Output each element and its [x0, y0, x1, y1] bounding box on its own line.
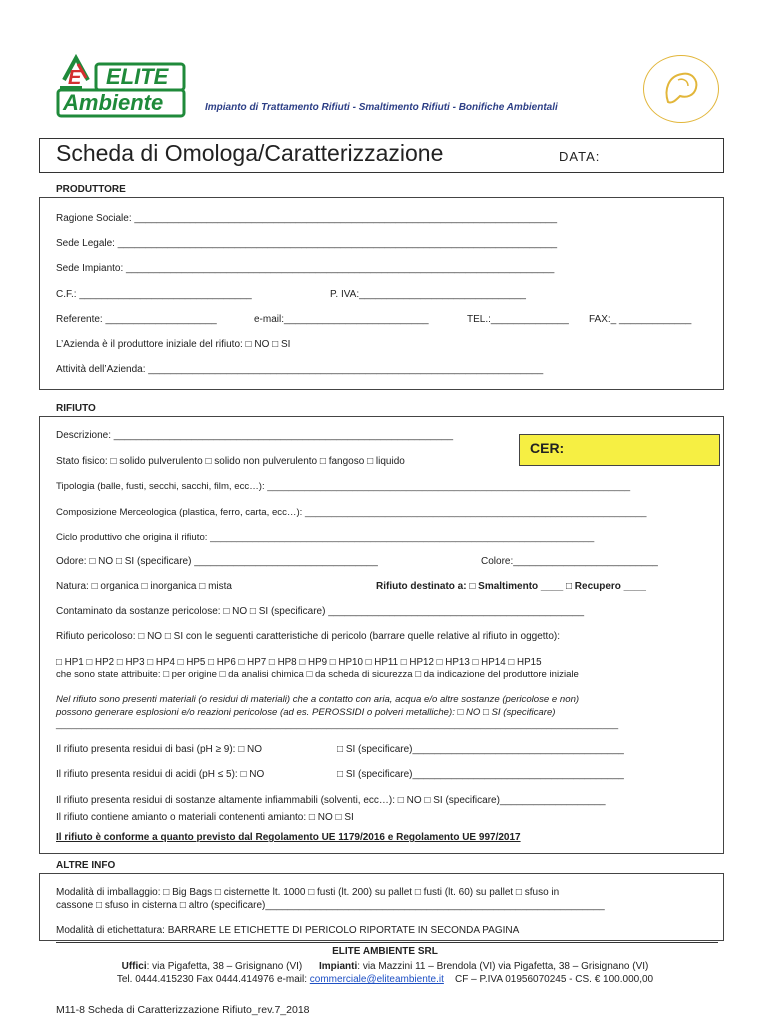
field-tel[interactable]: TEL.:______________	[467, 314, 569, 325]
field-destinazione[interactable]: Rifiuto destinato a: □ Smaltimento ____ □ Recupero ____	[376, 581, 646, 592]
field-contaminato[interactable]: Contaminato da sostanze pericolose: □ NO □ SI (specificare) ______________________________________________	[56, 606, 585, 617]
section-label-rifiuto: RIFIUTO	[56, 403, 96, 414]
field-attivita[interactable]: Attività dell’Azienda: _______________________________________________________________________	[56, 364, 544, 375]
materiali-reattivi-text-1: Nel rifiuto sono presenti materiali (o residui di materiali) che a contatto con aria, acqua e/o altre sostanze (pericolose e non)	[56, 694, 580, 705]
field-imballaggio-cont[interactable]: cassone □ sfuso in cisterna □ altro (specificare)_____________________________________________________________	[56, 900, 605, 911]
field-descrizione[interactable]: Descrizione: _____________________________________________________________	[56, 430, 454, 441]
field-fax[interactable]: FAX:_ _____________	[589, 314, 692, 325]
company-logo	[56, 50, 188, 120]
field-imballaggio[interactable]: Modalità di imballaggio: □ Big Bags □ cisternette lt. 1000 □ fusti (lt. 200) su pallet □ fusti (lt. 60) su pallet □ sfuso in	[56, 887, 560, 898]
footer-impianti-label: Impianti	[318, 961, 358, 972]
field-sede-impianto[interactable]: Sede Impianto: _____________________________________________________________________________	[56, 263, 555, 274]
field-ciclo-produttivo[interactable]: Ciclo produttivo che origina il rifiuto: ________________________________________________________________________	[56, 532, 595, 543]
quality-seal	[643, 55, 719, 123]
document-code: M11-8 Scheda di Caratterizzazione Rifiuto_rev.7_2018	[56, 1004, 310, 1016]
cer-label: CER:	[530, 440, 565, 456]
footer-addresses	[0, 961, 770, 972]
lion-icon	[658, 66, 704, 112]
footer-divider	[56, 942, 718, 943]
field-produttore-iniziale[interactable]: L’Azienda è il produttore iniziale del rifiuto: □ NO □ SI	[56, 339, 291, 350]
field-etichettatura: Modalità di etichettatura: BARRARE LE ETICHETTE DI PERICOLO RIPORTATE IN SECONDA PAGINA	[56, 925, 520, 936]
field-infiammabili[interactable]: Il rifiuto presenta residui di sostanze altamente infiammabili (solventi, ecc…): □ NO □ SI (specificare)___________________	[56, 795, 606, 806]
footer-uffici-label: Uffici	[121, 961, 147, 972]
field-amianto[interactable]: Il rifiuto contiene amianto o materiali contenenti amianto: □ NO □ SI	[56, 812, 354, 823]
field-composizione[interactable]: Composizione Merceologica (plastica, ferro, carta, ecc…): ________________________________________________________________	[56, 507, 647, 518]
field-referente[interactable]: Referente: ____________________	[56, 314, 217, 325]
hp-attribution-checkboxes[interactable]: che sono state attribuite: □ per origine □ da analisi chimica □ da scheda di sicurezza □ da indicazione del produttore iniziale	[56, 669, 579, 680]
footer-email-link[interactable]: commerciale@eliteambiente.it	[309, 974, 444, 985]
date-label[interactable]: DATA:	[559, 149, 601, 164]
recycle-icon	[60, 58, 88, 89]
footer-impianti: : via Mazzini 11 – Brendola (VI) via Pigafetta, 38 – Grisignano (VI)	[357, 961, 649, 972]
field-residui-acidi[interactable]: Il rifiuto presenta residui di acidi (pH ≤ 5): □ NO	[56, 769, 265, 780]
svg-text:E: E	[68, 67, 82, 89]
footer-contacts	[0, 974, 770, 985]
section-label-produttore: PRODUTTORE	[56, 184, 126, 195]
footer-fiscal: CF – P.IVA 01956070245 - CS. € 100.000,00	[455, 974, 654, 985]
field-colore[interactable]: Colore:__________________________	[481, 556, 658, 567]
company-tagline: Impianto di Trattamento Rifiuti - Smaltimento Rifiuti - Bonifiche Ambientali	[205, 102, 558, 113]
footer-uffici: : via Pigafetta, 38 – Grisignano (VI)	[146, 961, 303, 972]
field-codice-fiscale[interactable]: C.F.: _______________________________	[56, 289, 252, 300]
conformity-statement: Il rifiuto è conforme a quanto previsto dal Regolamento UE 1179/2016 e Regolamento UE 997/2017	[56, 832, 521, 843]
field-residui-basi[interactable]: Il rifiuto presenta residui di basi (pH ≥ 9): □ NO	[56, 744, 263, 755]
section-label-altre-info: ALTRE INFO	[56, 860, 116, 871]
field-natura[interactable]: Natura: □ organica □ inorganica □ mista	[56, 581, 232, 592]
field-residui-basi-si[interactable]: □ SI (specificare)______________________________________	[337, 744, 624, 755]
cer-code-box[interactable]	[519, 434, 720, 466]
materiali-reattivi-text-2[interactable]: possono generare esplosioni e/o reazioni pericolose (ad es. PEROSSIDI o polveri metalliche): □ NO □ SI (specificare)	[56, 707, 556, 718]
page-title: Scheda di Omologa/Caratterizzazione	[56, 140, 444, 166]
field-ragione-sociale[interactable]: Ragione Sociale: ____________________________________________________________________________	[56, 213, 558, 224]
field-sede-legale[interactable]: Sede Legale: _______________________________________________________________________________	[56, 238, 558, 249]
field-residui-acidi-si[interactable]: □ SI (specificare)______________________________________	[337, 769, 624, 780]
field-partita-iva[interactable]: P. IVA:______________________________	[330, 289, 526, 300]
field-tipologia[interactable]: Tipologia (balle, fusti, secchi, sacchi, film, ecc…): ____________________________________________________________________	[56, 481, 631, 492]
field-odore[interactable]: Odore: □ NO □ SI (specificare) _________________________________	[56, 556, 378, 567]
footer-company: ELITE AMBIENTE SRL	[332, 946, 438, 957]
logo-word-elite: ELITE	[106, 64, 169, 89]
materiali-reattivi-line[interactable]: ______________________________________________________________________________________________________________	[56, 719, 619, 729]
form-title-box	[39, 138, 724, 173]
hp-codes-checkboxes[interactable]: □ HP1 □ HP2 □ HP3 □ HP4 □ HP5 □ HP6 □ HP7 □ HP8 □ HP9 □ HP10 □ HP11 □ HP12 □ HP13 □ HP14 □ HP15	[56, 657, 542, 668]
footer-phone-fax: Tel. 0444.415230 Fax 0444.414976 e-mail:	[116, 974, 307, 985]
field-stato-fisico[interactable]: Stato fisico: □ solido pulverulento □ solido non pulverulento □ fangoso □ liquido	[56, 456, 405, 467]
logo-word-ambiente: Ambiente	[63, 90, 164, 115]
field-email[interactable]: e-mail:__________________________	[254, 314, 429, 325]
field-pericoloso[interactable]: Rifiuto pericoloso: □ NO □ SI con le seguenti caratteristiche di pericolo (barrare quelle relative al rifiuto in oggetto):	[56, 631, 560, 642]
